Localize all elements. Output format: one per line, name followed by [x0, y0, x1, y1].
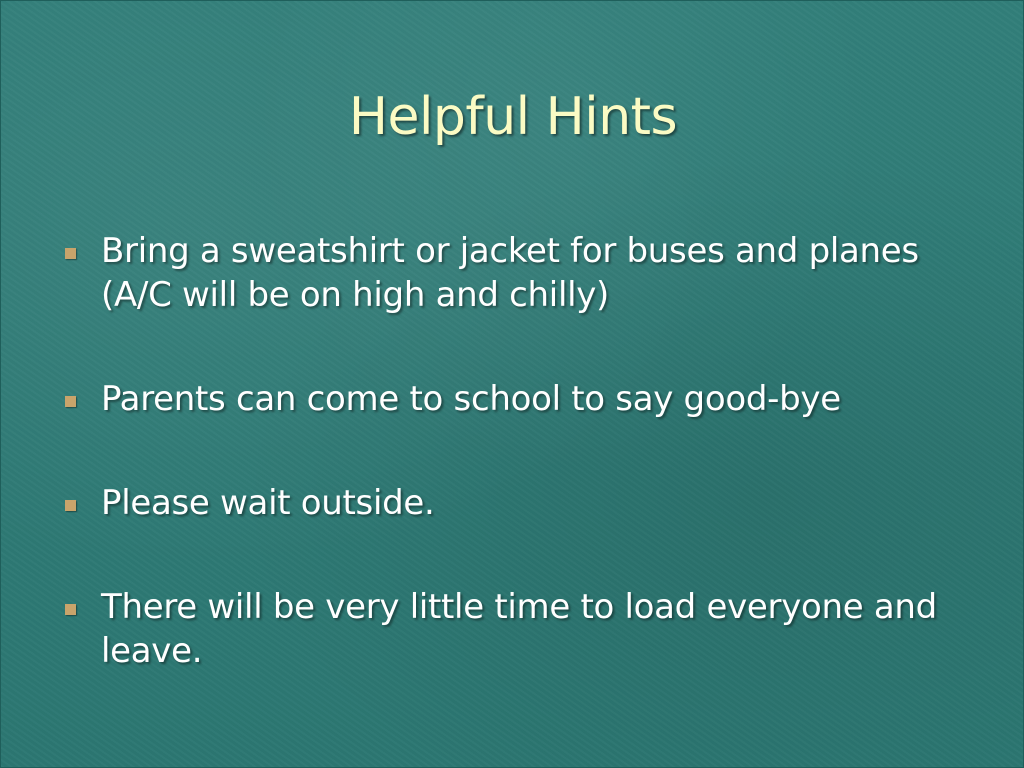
bullet-text: Please wait outside.	[101, 483, 435, 523]
bullet-item	[63, 481, 973, 525]
square-bullet-icon	[65, 500, 76, 511]
bullet-list	[63, 229, 973, 733]
bullet-item	[63, 229, 973, 317]
bullet-text: Parents can come to school to say good-bye	[101, 379, 841, 419]
slide-title: Helpful Hints	[348, 87, 678, 147]
bullet-text: Bring a sweatshirt or jacket for buses and planes (A/C will be on high and chilly)	[101, 231, 919, 315]
bullet-item	[63, 377, 973, 421]
square-bullet-icon	[65, 396, 76, 407]
square-bullet-icon	[65, 604, 76, 615]
square-bullet-icon	[65, 248, 76, 259]
bullet-text: There will be very little time to load everyone and leave.	[101, 587, 937, 671]
bullet-item	[63, 585, 973, 673]
